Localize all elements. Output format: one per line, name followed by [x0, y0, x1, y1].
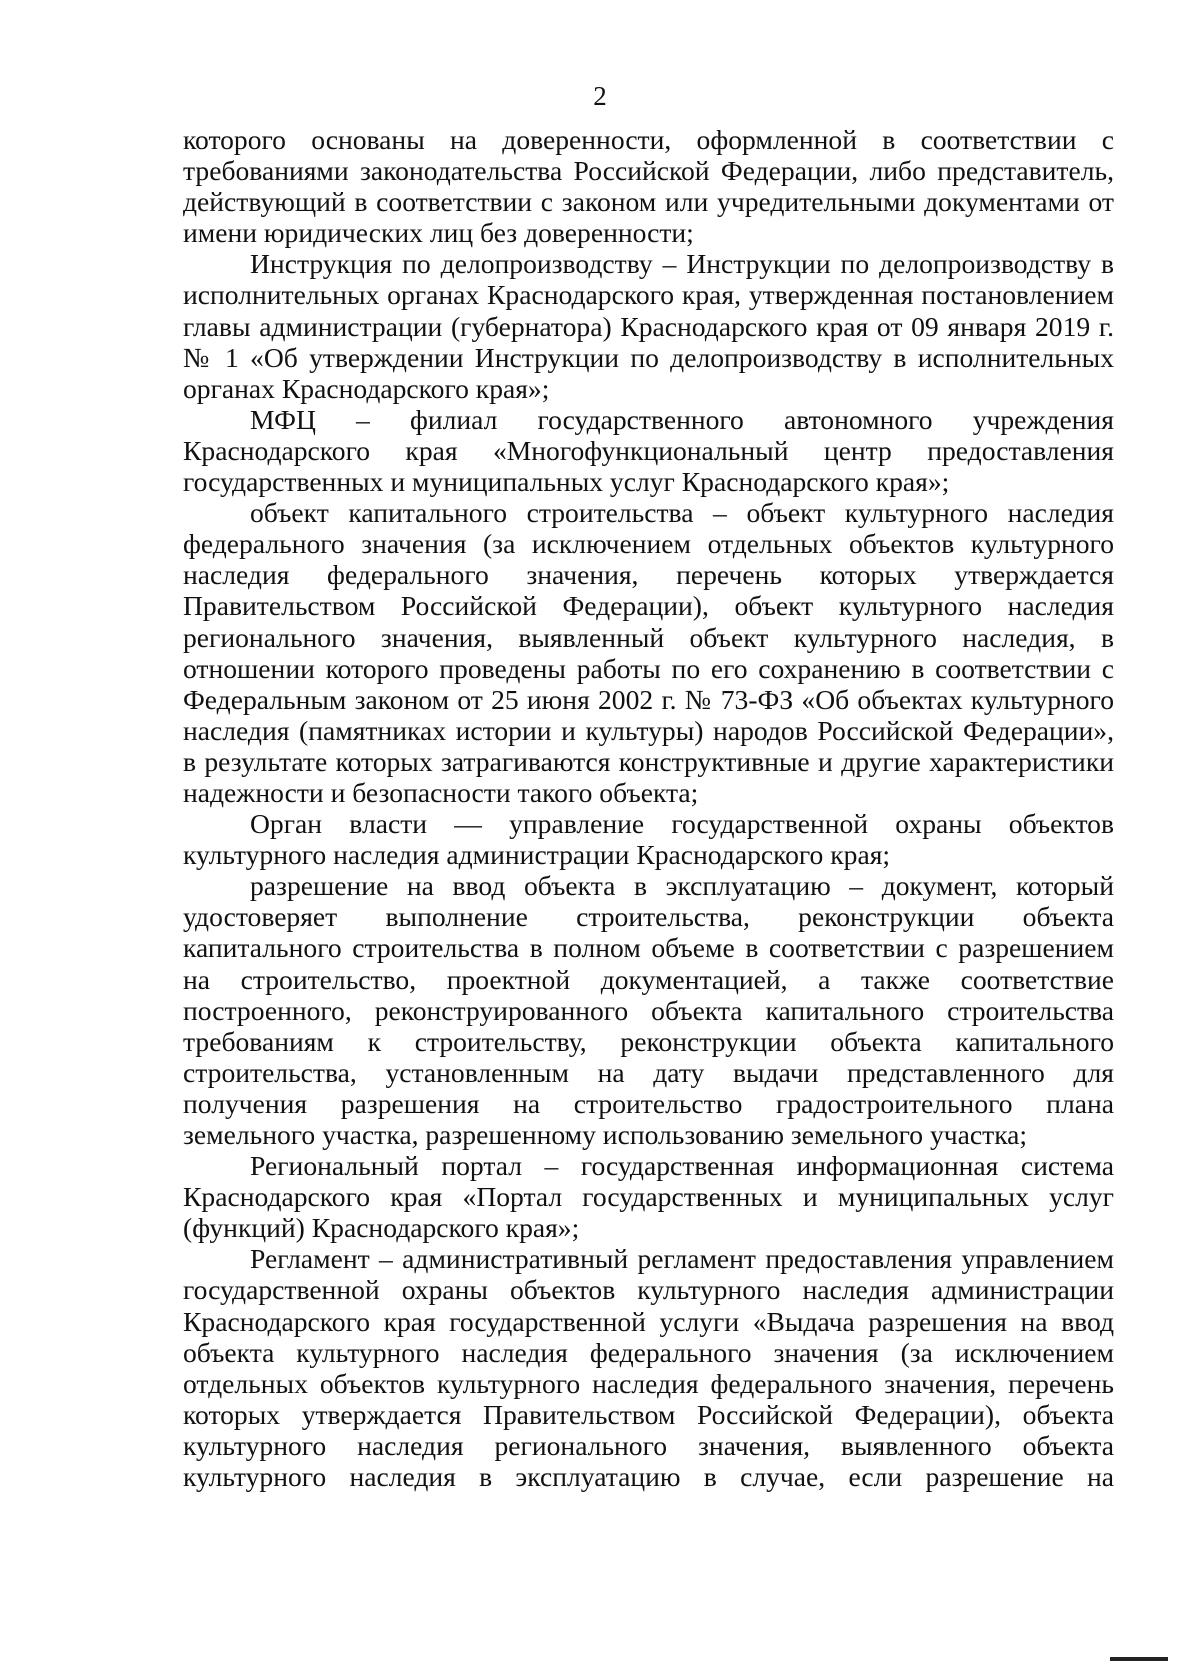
- scan-corner-mark: [1110, 1657, 1168, 1661]
- paragraph-capital-construction-definition: объект капитального строительства – объект культурного наследия федерального значения (за исключением отдельных объектов культурного наследия федерального значения, перечень которых утверждается Правительством Российской Федерации), объект культурного наследия регионального значения, выявленный объект культурного наследия, в отношении которого проведены работы по его сохранению в соответствии с Федеральным законом от 25 июня 2002 г. № 73-ФЗ «Об объектах культурного наследия (памятниках истории и культуры) народов Российской Федерации», в результате которых затрагиваются конструктивные и другие характеристики надежности и безопасности такого объекта;: [183, 497, 1114, 808]
- paragraph-representative-continuation: которого основаны на доверенности, оформленной в соответствии с требованиями законодательства Российской Федерации, либо представитель, действующий в соответствии с законом или учредительными документами от имени юридических лиц без доверенности;: [183, 124, 1114, 249]
- paragraph-mfc-definition: МФЦ – филиал государственного автономного учреждения Краснодарского края «Многофункциональный центр предоставления государственных и муниципальных услуг Краснодарского края»;: [183, 403, 1114, 498]
- page-number: 2: [593, 81, 607, 111]
- paragraph-regional-portal-definition: Региональный портал – государственная информационная система Краснодарского края «Портал государственных и муниципальных услуг (функций) Краснодарского края»;: [183, 1150, 1114, 1244]
- paragraph-instruction-definition: Инструкция по делопроизводству – Инструкции по делопроизводству в исполнительных органах Краснодарского края, утвержденная постановлением главы администрации (губернатора) Краснодарского края от 09 января 2019 г. № 1 «Об утверждении Инструкции по делопроизводству в исполнительных органах Краснодарского края»;: [183, 248, 1114, 404]
- paragraph-permit-definition: разрешение на ввод объекта в эксплуатацию – документ, который удостоверяет выполнение строительства, реконструкции объекта капитального строительства в полном объеме в соответствии с разрешением на строительство, проектной документацией, а также соответствие построенного, реконструированного объекта капитального строительства требованиям к строительству, реконструкции объекта капитального строительства, установленным на дату выдачи представленного для получения разрешения на строительство градостроительного плана земельного участка, разрешенному использованию земельного участка;: [183, 870, 1114, 1150]
- paragraph-authority-definition: Орган власти — управление государственной охраны объектов культурного наследия администрации Краснодарского края;: [183, 808, 1114, 871]
- document-body: [183, 124, 1114, 1492]
- paragraph-regulation-definition: Регламент – административный регламент предоставления управлением государственной охраны объектов культурного наследия администрации Краснодарского края государственной услуги «Выдача разрешения на ввод объекта культурного наследия федерального значения (за исключением отдельных объектов культурного наследия федерального значения, перечень которых утверждается Правительством Российской Федерации), объекта культурного наследия регионального значения, выявленного объекта культурного наследия в эксплуатацию в случае, если разрешение на: [183, 1243, 1114, 1493]
